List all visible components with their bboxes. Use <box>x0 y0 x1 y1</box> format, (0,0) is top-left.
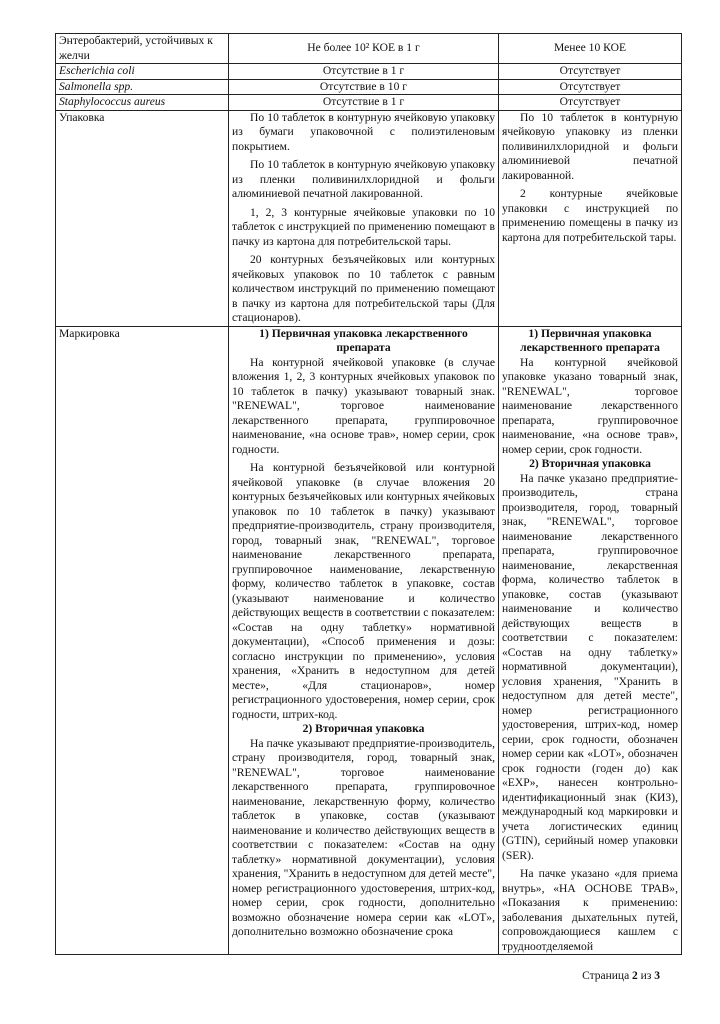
packaging-paragraph: По 10 таблеток в контурную ячейковую упаковку из пленки поливинилхлоридной и фольги алюминиевой печатной лакированной. <box>232 158 495 200</box>
packaging-norm <box>229 110 499 326</box>
packaging-paragraph: 1, 2, 3 контурные ячейковые упаковки по 10 таблеток с инструкцией по применению помещают в пачку из картона для потребительской тары. <box>232 205 495 248</box>
row-result: Отсутствует <box>499 64 682 80</box>
table-row-salmonella <box>56 79 682 95</box>
marking-paragraph: На контурной ячейковой упаковке (в случае вложения 1, 2, 3 контурных ячейковых упаковок по 10 таблеток в пачку) указывают товарный знак. "RENEWAL", торговое наименование лекарственного препарата, группировочное наименование, «на основе трав», номер серии, срок годности. <box>232 355 495 456</box>
page-footer <box>582 970 660 982</box>
footer-prefix: Страница <box>582 970 630 982</box>
marking-label: Маркировка <box>56 326 229 955</box>
table-row-packaging <box>56 110 682 326</box>
marking-result <box>499 326 682 955</box>
primary-packaging-heading: 1) Первичная упаковка лекарственного препарата <box>520 326 660 354</box>
specification-table <box>55 33 682 955</box>
row-label: Escherichia coli <box>56 64 229 80</box>
packaging-label: Упаковка <box>56 110 229 326</box>
primary-packaging-heading: 1) Первичная упаковка лекарственного препарата <box>259 326 468 354</box>
row-norm: Не более 10² КОЕ в 1 г <box>229 34 499 64</box>
row-norm: Отсутствие в 1 г <box>229 64 499 80</box>
packaging-paragraph: 20 контурных безъячейковых или контурных ячейковых упаковок по 10 таблеток с равным количеством инструкций по применению помещают в пачку из картона для потребительской тары (Для стационаров). <box>232 253 495 324</box>
row-result: Отсутствует <box>499 95 682 111</box>
marking-paragraph: На пачке указывают предприятие-производитель, страну производителя, город, товарный знак, "RENEWAL", торговое наименование лекарственного препарата, группировочное наименование, лекарственную форму, количество таблеток в упаковке, состав (указывают наименование и количество действующих веществ в соответствии с показателем: «Состав на одну таблетку» нормативной документации), условия хранения, "Хранить в недоступном для детей месте", номер регистрационного удостоверения, штрих-код, номер серии, срок годности, дополнительно возможно обозначение номера серии как «LOT», дополнительно возможно обозначение срока <box>232 736 496 938</box>
marking-paragraph: На контурной ячейковой упаковке указано товарный знак, "RENEWAL", торговое наименование лекарственного препарата, группировочное наименование, «на основе трав», номер серии, срок годности. <box>502 355 678 456</box>
marking-paragraph: На пачке указано предприятие-производитель, страна производителя, город, товарный знак, "RENEWAL", торговое наименование лекарственного препарата, группировочное наименование, лекарственная форма, количество таблеток в упаковке, состав (указывают наименование и количество действующих веществ в соответствии с показателем: «Состав на одну таблетку» нормативной документации), условия хранения, "Хранить в недоступном для детей месте", номер регистрационного удостоверения, штрих-код, номер серии, срок годности, обозначен номер серии как «LOT», обозначен срок годности (годен до) как «EXP», нанесен контрольно-идентификационный знак (КИЗ), международный код маркировки и учета логистических единиц (GTIN), серийный номер упаковки (SER). <box>502 471 678 862</box>
footer-middle: из <box>640 970 652 982</box>
row-label: Энтеробактерий, устойчивых к желчи <box>56 34 229 64</box>
row-norm: Отсутствие в 10 г <box>229 79 499 95</box>
table-row-marking <box>56 326 682 955</box>
marking-paragraph: На пачке указано «для приема внутрь», «НА ОСНОВЕ ТРАВ», «Показания к применению: заболевания дыхательных путей, сопровождающиеся кашлем с трудноотделяемой <box>502 867 678 953</box>
row-result: Отсутствует <box>499 79 682 95</box>
row-result: Менее 10 КОЕ <box>499 34 682 64</box>
packaging-paragraph: 2 контурные ячейковые упаковки с инструкцией по применению помещены в пачку из картона для потребительской тары. <box>502 187 678 244</box>
row-norm: Отсутствие в 1 г <box>229 95 499 111</box>
marking-paragraph: На контурной безъячейковой или контурной ячейковой упаковке (в случае вложения 20 контурных безъячейковых или контурных ячейковых упаковок по 10 таблеток в пачку) указывают предприятие-производитель, страну производителя, город, товарный знак, "RENEWAL", торговое наименование лекарственного препарата, группировочное наименование, лекарственную форму, количество таблеток в упаковке, состав (указывают наименование и количество действующих веществ в соответствии с показателем: «Состав на одну таблетку» нормативной документации), «Способ применения и дозы: согласно инструкции по применению», условия хранения, «Хранить в недоступном для детей месте», «Для стационаров», номер регистрационного удостоверения, номер серии, срок годности, штрих-код. <box>232 461 495 721</box>
table-row-staphylococcus <box>56 95 682 111</box>
table-row-ecoli <box>56 64 682 80</box>
footer-total-pages: 3 <box>654 970 660 982</box>
packaging-paragraph: По 10 таблеток в контурную ячейковую упаковку из пленки поливинилхлоридной и фольги алюминиевой печатной лакированной. <box>502 110 678 182</box>
secondary-packaging-heading: 2) Вторичная упаковка <box>529 457 651 470</box>
packaging-paragraph: По 10 таблеток в контурную ячейковую упаковку из бумаги упаковочной с полиэтиленовым покрытием. <box>232 110 495 153</box>
packaging-result <box>499 110 682 326</box>
secondary-packaging-heading: 2) Вторичная упаковка <box>302 722 425 735</box>
row-label: Staphylococcus aureus <box>56 95 229 111</box>
marking-norm <box>229 326 499 955</box>
footer-page-number: 2 <box>632 970 638 982</box>
table-row-enterobacteria <box>56 34 682 64</box>
row-label: Salmonella spp. <box>56 79 229 95</box>
